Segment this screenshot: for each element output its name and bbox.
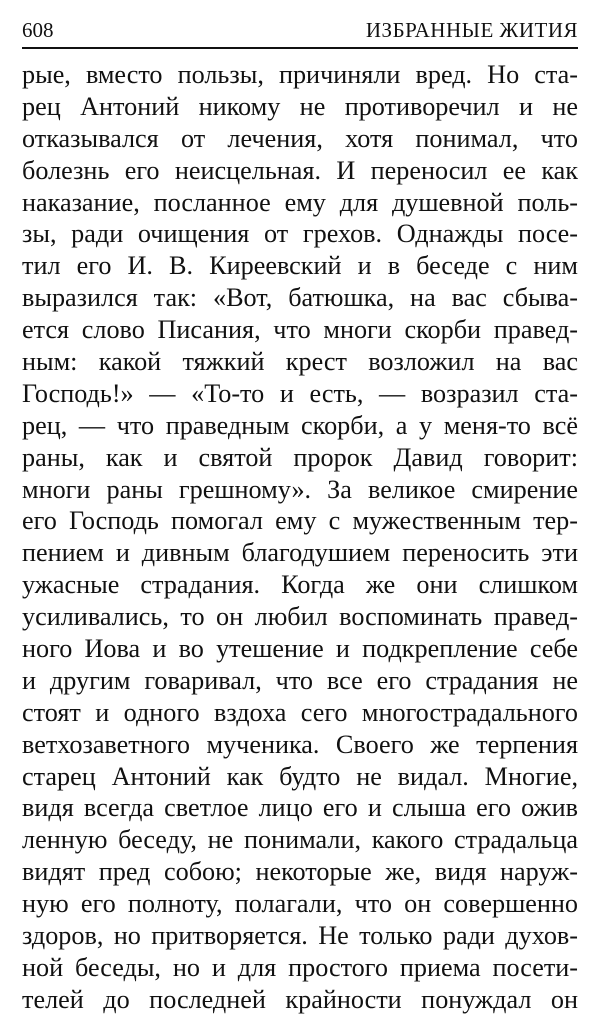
text-line: старец Антоний как будто не видал. Многие, — [22, 761, 578, 791]
running-title: ИЗБРАННЫЕ ЖИТИЯ — [365, 18, 578, 42]
text-line: ной беседы, но и для простого приема посети- — [22, 952, 578, 982]
header-rule — [22, 47, 578, 49]
text-line: и другим говаривал, что все его страдания не — [22, 665, 578, 695]
text-line: зы, ради очищения от грехов. Однажды посе- — [22, 219, 578, 249]
text-line: ного Иова и во утешение и подкрепление себе — [22, 634, 578, 664]
text-line: многи раны грешному». За великое смирение — [22, 474, 578, 504]
running-head — [22, 14, 578, 44]
text-line: стоят и одного вздоха сего многострадального — [22, 697, 578, 727]
text-line: Господь!» — «То-то и есть, — возразил ста- — [22, 378, 578, 408]
text-line: ным: какой тяжкий крест возложил на вас — [22, 347, 578, 377]
text-line: рец Антоний никому не противоречил и не — [22, 91, 578, 121]
text-line: видя всегда светлое лицо его и слыша его ожив — [22, 793, 578, 823]
text-line: выразился так: «Вот, батюшка, на вас сбыва- — [22, 283, 578, 313]
text-line: тил его И. В. Киреевский и в беседе с ним — [22, 251, 578, 281]
text-line: здоров, но притворяется. Не только ради духов- — [22, 921, 578, 951]
text-line: рые, вместо пользы, причиняли вред. Но ста- — [22, 60, 578, 89]
text-line: пением и дивным благодушием переносить эти — [22, 538, 578, 568]
text-line: отказывался от лечения, хотя понимал, что — [22, 123, 578, 153]
text-line: раны, как и святой пророк Давид говорит: — [22, 442, 578, 472]
text-line: телей до последней крайности понуждал он — [22, 984, 578, 1014]
text-line: ленную беседу, не понимали, какого страдальца — [22, 825, 578, 855]
page-number: 608 — [22, 18, 54, 42]
text-line: его Господь помогал ему с мужественным тер- — [22, 506, 578, 536]
text-line: ужасные страдания. Когда же они слишком — [22, 570, 578, 600]
text-line: наказание, посланное ему для душевной поль- — [22, 187, 578, 217]
text-line: ную его полноту, полагали, что он совершенно — [22, 889, 578, 919]
text-line: видят пред собою; некоторые же, видя наруж- — [22, 857, 578, 887]
text-line: рец, — что праведным скорби, а у меня-то всё — [22, 410, 578, 440]
text-line: болезнь его неисцельная. И переносил ее как — [22, 155, 578, 185]
body-text — [22, 59, 578, 1016]
text-line: ется слово Писания, что многи скорби правед- — [22, 315, 578, 345]
book-page — [22, 14, 578, 1016]
text-line: ветхозаветного мученика. Своего же терпения — [22, 729, 578, 759]
text-line: усиливались, то он любил воспоминать правед- — [22, 602, 578, 632]
